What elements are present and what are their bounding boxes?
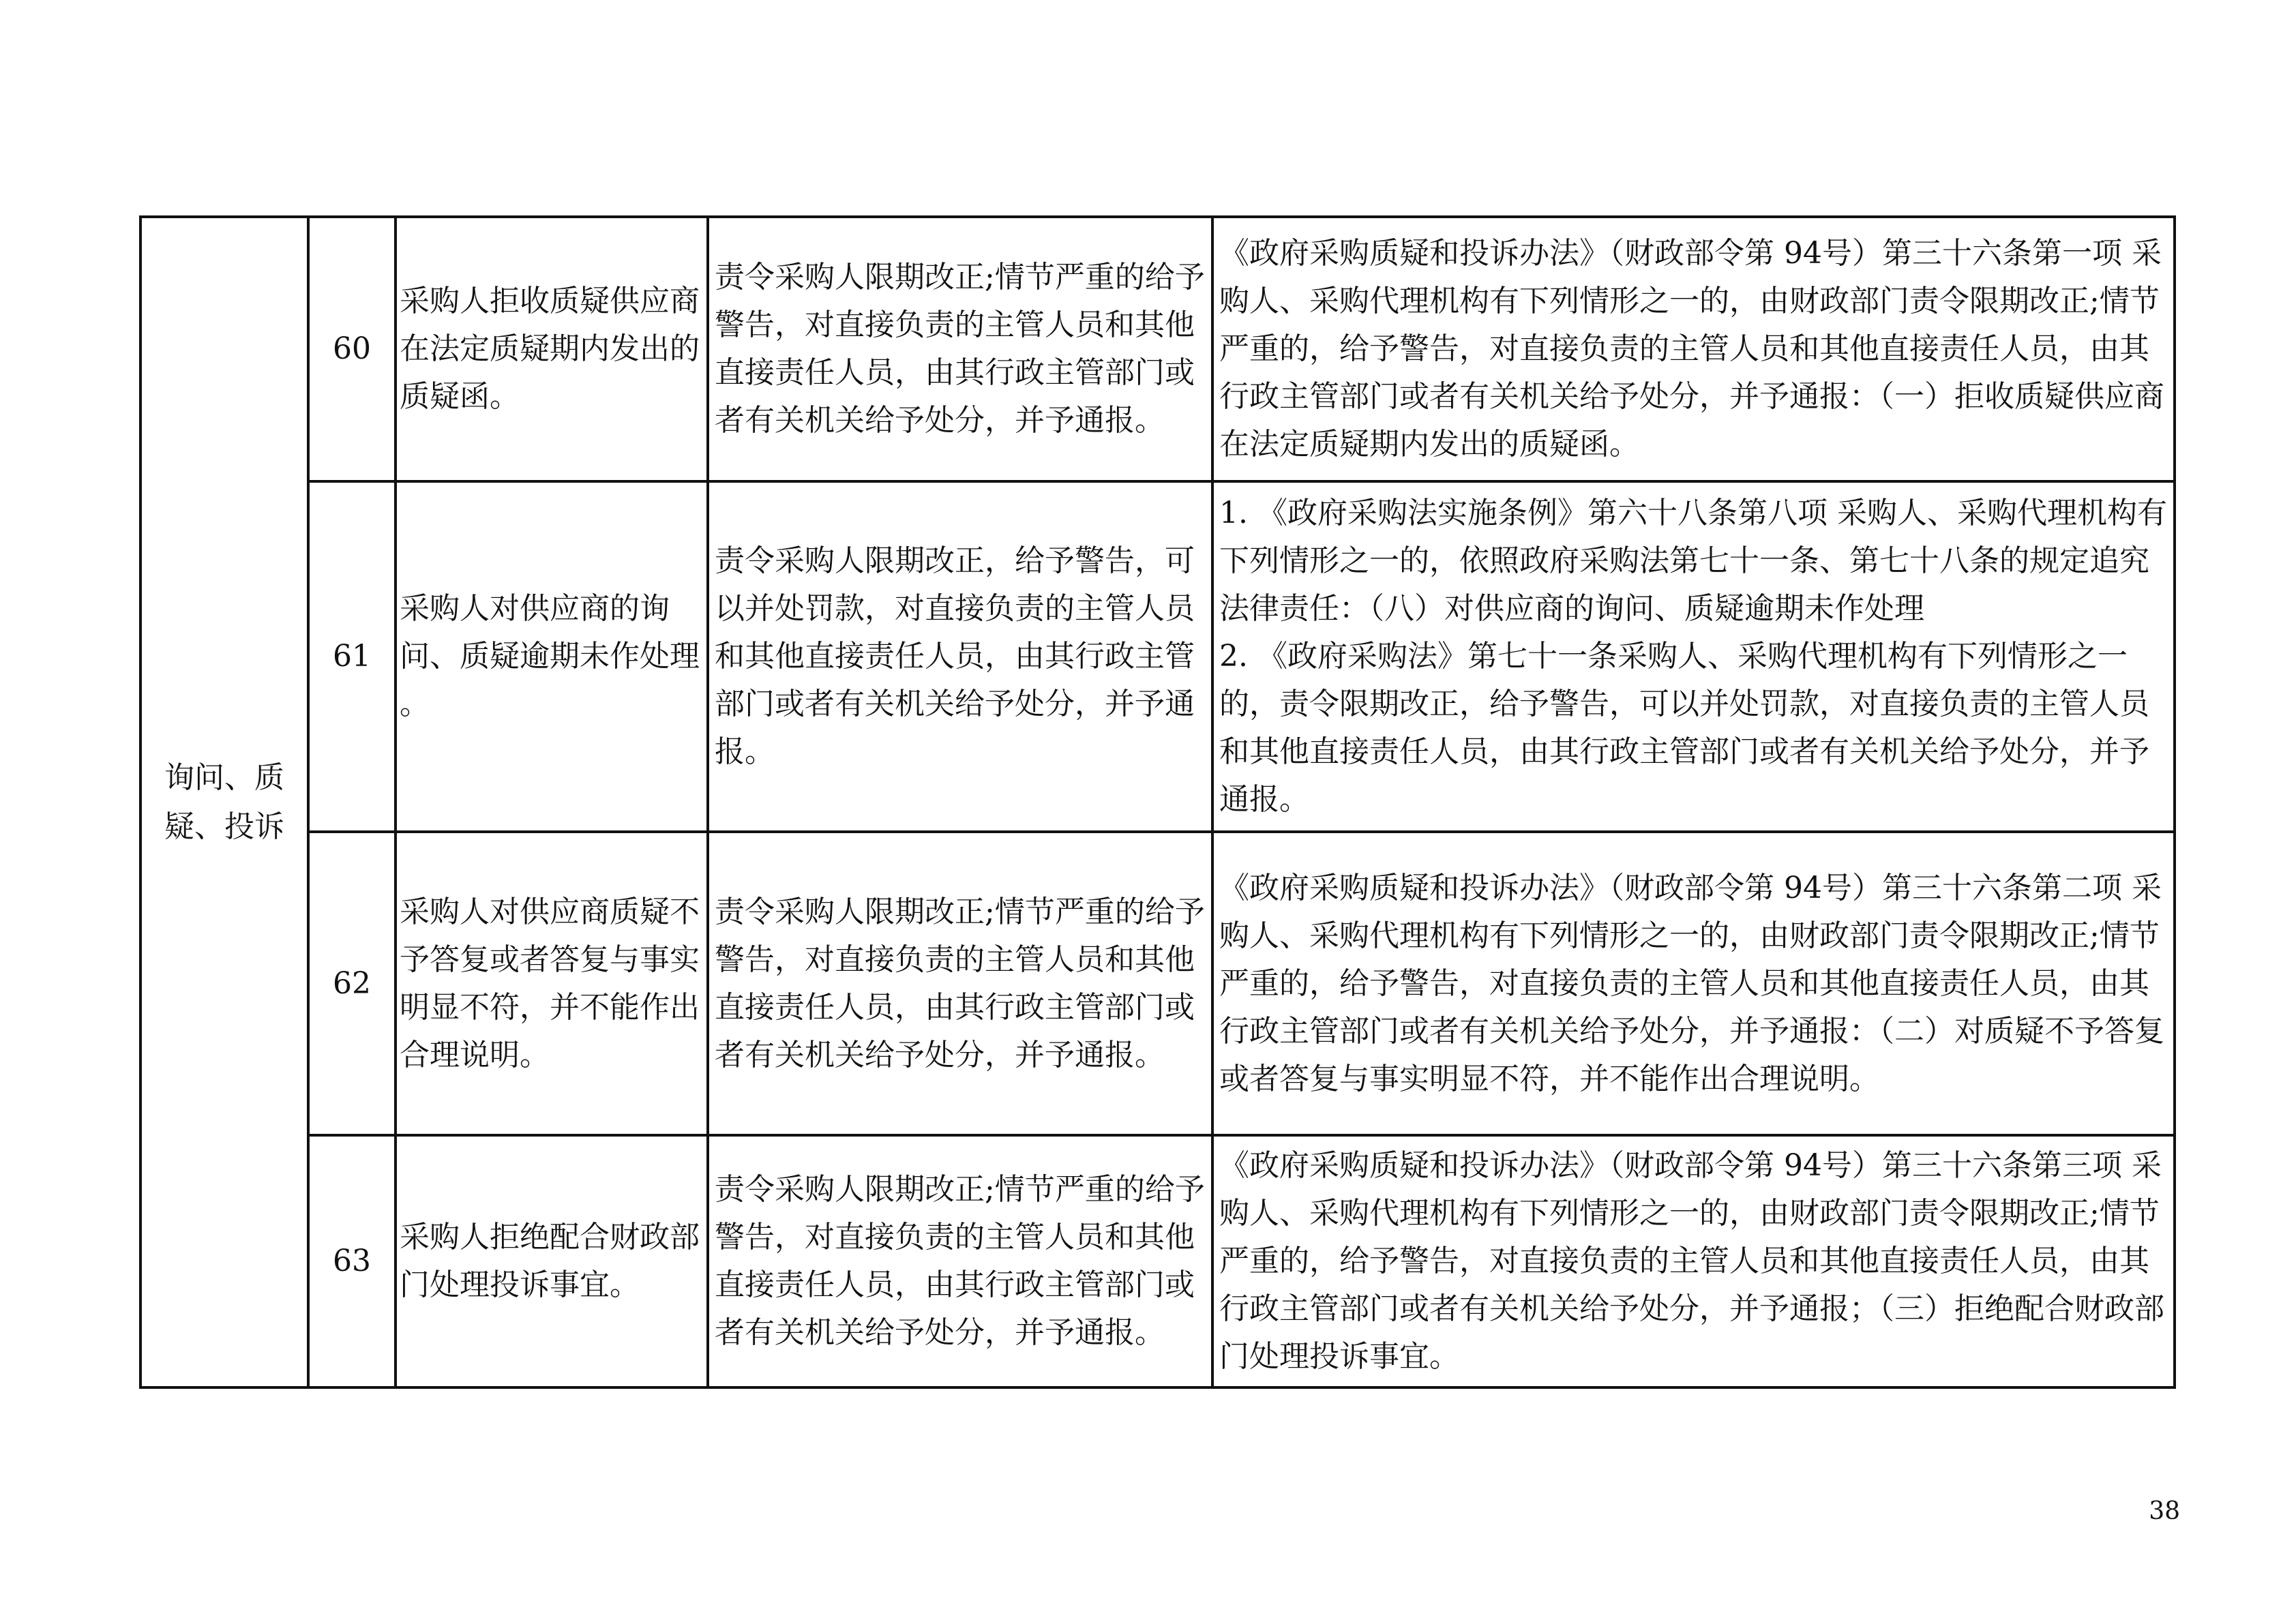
violation-description: 采购人拒收质疑供应商在法定质疑期内发出的质疑函。 xyxy=(396,217,708,481)
table-row xyxy=(140,1135,2175,1387)
legal-basis-paragraph: 2. 《政府采购法》第七十一条采购人、采购代理机构有下列情形之一的，责令限期改正，给予警告，可以并处罚款，对直接负责的主管人员和其他直接责任人员，由其行政主管部门或者有关机关给予处分，并予通报。 xyxy=(1219,639,2149,817)
violation-description: 采购人对供应商质疑不予答复或者答复与事实明显不符，并不能作出合理说明。 xyxy=(396,832,708,1135)
penalty-table xyxy=(139,215,2176,1389)
penalty-text: 责令采购人限期改正，给予警告，可以并处罚款，对直接负责的主管人员和其他直接责任人员，由其行政主管部门或者有关机关给予处分，并予通报。 xyxy=(708,481,1212,832)
row-number: 61 xyxy=(308,481,396,832)
row-number: 62 xyxy=(308,832,396,1135)
legal-basis xyxy=(1212,832,2175,1135)
page-number: 38 xyxy=(2149,1497,2180,1525)
legal-basis xyxy=(1212,1135,2175,1387)
table-row xyxy=(140,217,2175,481)
legal-basis xyxy=(1212,481,2175,832)
legal-basis xyxy=(1212,217,2175,481)
penalty-text: 责令采购人限期改正;情节严重的给予警告，对直接负责的主管人员和其他直接责任人员，由其行政主管部门或者有关机关给予处分，并予通报。 xyxy=(708,832,1212,1135)
table-row xyxy=(140,481,2175,832)
row-number: 60 xyxy=(308,217,396,481)
violation-description: 采购人拒绝配合财政部门处理投诉事宜。 xyxy=(396,1135,708,1387)
penalty-text: 责令采购人限期改正;情节严重的给予警告，对直接负责的主管人员和其他直接责任人员，由其行政主管部门或者有关机关给予处分，并予通报。 xyxy=(708,1135,1212,1387)
legal-basis-paragraph: 《政府采购质疑和投诉办法》（财政部令第 94号）第三十六条第三项 采购人、采购代理机构有下列情形之一的，由财政部门责令限期改正;情节严重的，给予警告，对直接负责的主管人员和其他直接责任人员，由其行政主管部门或者有关机关给予处分，并予通报；（三）拒绝配合财政部门处理投诉事宜。 xyxy=(1219,1148,2164,1374)
table-row xyxy=(140,832,2175,1135)
legal-basis-paragraph: 1. 《政府采购法实施条例》第六十八条第八项 采购人、采购代理机构有下列情形之一的，依照政府采购法第七十一条、第七十八条的规定追究法律责任：（八）对供应商的询问、质疑逾期未作处理 xyxy=(1219,496,2167,626)
legal-basis-paragraph: 《政府采购质疑和投诉办法》（财政部令第 94号）第三十六条第二项 采购人、采购代理机构有下列情形之一的，由财政部门责令限期改正;情节严重的，给予警告，对直接负责的主管人员和其他直接责任人员，由其行政主管部门或者有关机关给予处分，并予通报：（二）对质疑不予答复或者答复与事实明显不符，并不能作出合理说明。 xyxy=(1219,870,2164,1096)
violation-description: 采购人对供应商的询问、质疑逾期未作处理 。 xyxy=(396,481,708,832)
penalty-text: 责令采购人限期改正;情节严重的给予警告，对直接负责的主管人员和其他直接责任人员，由其行政主管部门或者有关机关给予处分，并予通报。 xyxy=(708,217,1212,481)
category-cell: 询问、质疑、投诉 xyxy=(140,217,308,1387)
legal-basis-paragraph: 《政府采购质疑和投诉办法》（财政部令第 94号）第三十六条第一项 采购人、采购代理机构有下列情形之一的，由财政部门责令限期改正;情节严重的，给予警告，对直接负责的主管人员和其他直接责任人员，由其行政主管部门或者有关机关给予处分，并予通报：（一）拒收质疑供应商在法定质疑期内发出的质疑函。 xyxy=(1219,236,2164,462)
row-number: 63 xyxy=(308,1135,396,1387)
